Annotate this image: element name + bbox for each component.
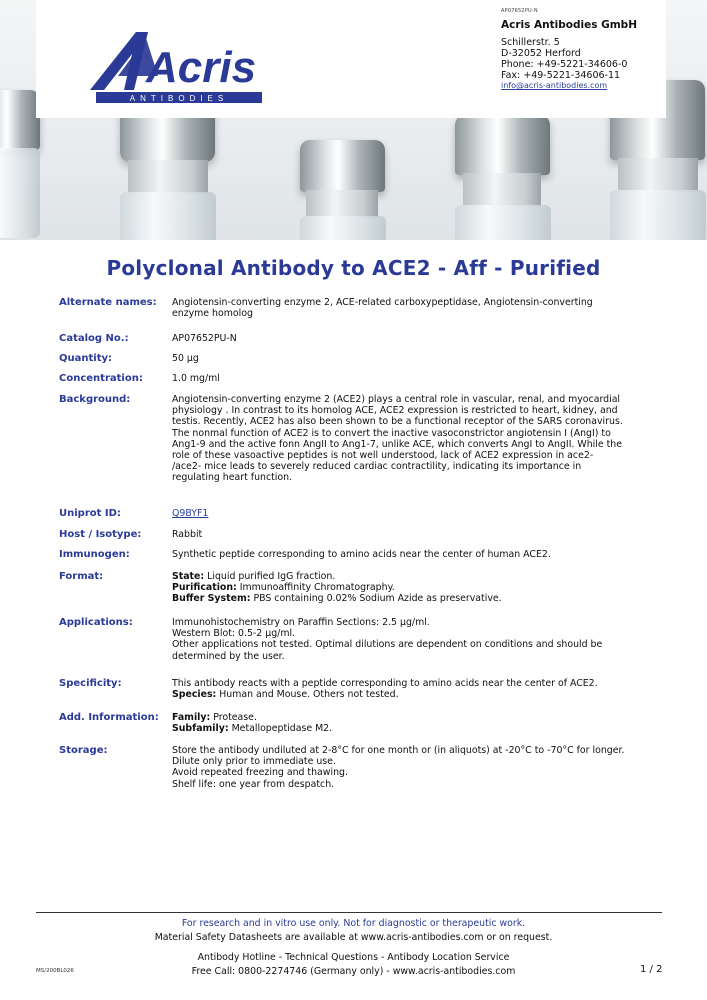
subfamily-label: Subfamily: [172, 723, 229, 735]
format-state [172, 571, 664, 582]
address-city: D-32052 Herford [501, 48, 581, 59]
value-line: regulating heart function. [172, 472, 293, 484]
research-use-note: For research and in vitro use only. Not for diagnostic or therapeutic work. [181, 918, 526, 929]
species-label: Species: [172, 689, 217, 701]
state-value: Liquid purified IgG fraction. [204, 571, 336, 582]
purification-label: Purification: [172, 582, 237, 594]
format-purification [172, 582, 664, 593]
value-line: Store the antibody undiluted at 2-8°C for one month or (in aliquots) at -20°C to -70°C for longer. [172, 745, 625, 756]
company-name: Acris Antibodies GmbH [501, 19, 637, 31]
value-line: Angiotensin-converting enzyme 2 (ACE2) plays a central role in vascular, renal, and myocardial [172, 394, 621, 405]
msds-note: Material Safety Datasheets are available at www.acris-antibodies.com or on request. [154, 932, 553, 943]
value-line: Western Blot: 0.5-2 µg/ml. [172, 628, 296, 640]
field-value: 50 µg [172, 353, 199, 364]
field-value: Rabbit [172, 529, 203, 540]
value-line: This antibody reacts with a peptide corresponding to amino acids near the center of ACE2. [172, 678, 598, 689]
field-value: Synthetic peptide corresponding to amino acids near the center of human ACE2. [172, 549, 551, 560]
field-label: Add. Information: [59, 712, 159, 723]
logo-panel [36, 0, 666, 118]
field-value [172, 617, 664, 662]
value-line: Dilute only prior to immediate use. [172, 756, 336, 768]
product-title: Polyclonal Antibody to ACE2 - Aff - Purified [106, 256, 601, 280]
document-code: MS/200BL026 [36, 968, 74, 974]
buffer-label: Buffer System: [172, 593, 251, 605]
acris-logo [88, 28, 268, 106]
field-value: 1.0 mg/ml [172, 373, 220, 384]
subfamily-value: Metallopeptidase M2. [228, 723, 333, 735]
phone: Phone: +49-5221-34606-0 [501, 59, 628, 70]
field-label: Concentration: [59, 373, 143, 384]
field-value [172, 745, 664, 790]
field-label: Storage: [59, 745, 108, 756]
field-label: Applications: [59, 617, 133, 628]
logo-wordmark: Acris [146, 43, 257, 92]
field-label: Host / Isotype: [59, 529, 142, 540]
buffer-value: PBS containing 0.02% Sodium Azide as preservative. [250, 593, 502, 605]
uniprot-link[interactable]: Q9BYF1 [172, 508, 209, 519]
species-line [172, 689, 664, 700]
free-call-note: Free Call: 0800-2274746 (Germany only) - www.acris-antibodies.com [191, 966, 516, 977]
field-value [172, 394, 664, 484]
value-line: testis. Recently, ACE2 has also been shown to be a functional receptor of the SARS coronavirus. [172, 416, 623, 428]
field-value: AP07652PU-N [172, 333, 237, 344]
value-line: Ang1-9 and the active fonn AngII to Ang1-7, unlike ACE, which converts AngI to AngII. While the [172, 438, 622, 450]
value-line: The nonmal function of ACE2 is to convert the inactive vasoconstrictor angiotensin I (AngI) to [172, 427, 611, 439]
value-line: enzyme homolog [172, 308, 253, 320]
field-value [172, 571, 664, 605]
footer-divider [36, 912, 662, 913]
field-label: Quantity: [59, 353, 112, 364]
field-value [172, 297, 664, 319]
format-buffer [172, 593, 664, 604]
logo-subtext: ANTIBODIES [129, 94, 229, 103]
email-link[interactable]: info@acris-antibodies.com [501, 81, 608, 90]
page-number: 1 / 2 [640, 964, 663, 975]
value-line: determined by the user. [172, 650, 285, 662]
field-value [172, 678, 664, 700]
family-line [172, 712, 664, 723]
field-label: Specificity: [59, 678, 122, 689]
field-label: Uniprot ID: [59, 508, 121, 519]
purification-value: Immunoaffinity Chromatography. [236, 582, 395, 594]
field-label: Format: [59, 571, 104, 582]
field-label: Catalog No.: [59, 333, 129, 344]
field-label: Immunogen: [59, 549, 130, 560]
header-banner [0, 0, 707, 240]
value-line: Angiotensin-converting enzyme 2, ACE-related carboxypeptidase, Angiotensin-converting [172, 297, 593, 308]
value-line: physiology . In contrast to its homolog ACE, ACE2 expression is restricted to heart, kidney, and [172, 405, 618, 417]
company-contact [501, 8, 701, 90]
value-line: /ace2- mice leads to severely reduced cardiac contractility, indicating its importance in [172, 461, 582, 473]
value-line: Shelf life: one year from despatch. [172, 778, 335, 790]
value-line: Other applications not tested. Optimal dilutions are dependent on conditions and should be [172, 639, 603, 651]
family-label: Family: [172, 712, 211, 723]
field-value [172, 508, 664, 519]
value-line: Immunohistochemistry on Paraffin Sections: 2.5 µg/ml. [172, 617, 430, 628]
value-line: Avoid repeated freezing and thawing. [172, 767, 348, 779]
hotline-note: Antibody Hotline - Technical Questions - Antibody Location Service [197, 952, 510, 963]
catalog-code-small: AP07652PU-N [501, 8, 538, 14]
state-label: State: [172, 571, 205, 582]
species-value: Human and Mouse. Others not tested. [216, 689, 399, 701]
address-street: Schillerstr. 5 [501, 37, 560, 48]
fax: Fax: +49-5221-34606-11 [501, 70, 621, 81]
field-label: Background: [59, 394, 131, 405]
field-label: Alternate names: [59, 297, 157, 308]
subfamily-line [172, 723, 664, 734]
value-line: role of these vasoactive peptides is not well understood, lack of ACE2 expression in ace2- [172, 450, 594, 462]
field-value [172, 712, 664, 734]
family-value: Protease. [210, 712, 257, 723]
